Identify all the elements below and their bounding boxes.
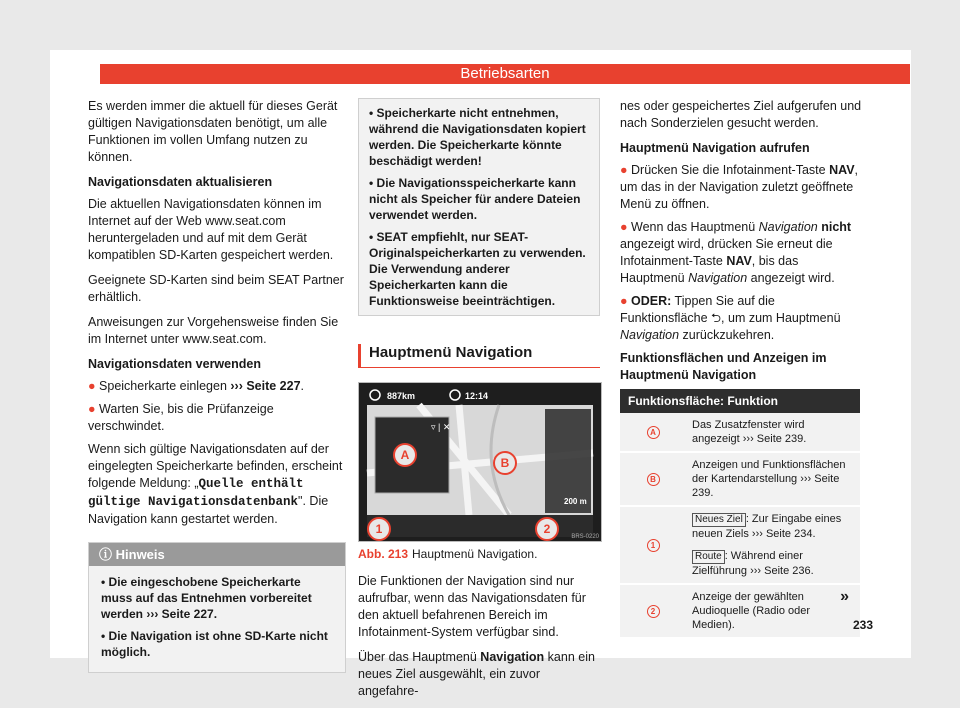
warning-box: [358, 98, 600, 316]
paragraph: Wenn sich gültige Navigationsdaten auf der eingelegten Speicherkarte befinden, erscheint folgende Meldung: „Quelle enthält gültige Navigationsdatenbank". Die Navigation kann gestartet werden.: [88, 442, 343, 526]
page-reference-link[interactable]: ››› Seite 227: [230, 379, 301, 393]
bullet-icon: ●: [620, 220, 632, 234]
return-arrow-icon: ⮌: [711, 311, 722, 325]
time-readout: 12:14: [465, 391, 489, 401]
route-button[interactable]: Route: [692, 550, 725, 564]
bullet-icon: ●: [88, 402, 100, 416]
bullet-item: ● Wenn das Hauptmenü Navigation nicht angezeigt wird, drücken Sie erneut die Infotainment-Taste NAV, bis das Hauptmenü Navigation angezeigt wird.: [620, 220, 852, 285]
heading-open-menu: Hauptmenü Navigation aufrufen: [620, 141, 810, 155]
hint-title: ⓘ Hinweis: [89, 543, 345, 566]
table-row: 2 Anzeige der gewählten Audioquelle (Radio oder Medien).: [620, 584, 860, 638]
heading-update: Navigationsdaten aktualisieren: [88, 175, 273, 189]
table-row: A Das Zusatzfenster wird angezeigt ››› Seite 239.: [620, 413, 860, 452]
callout-1: 1: [367, 517, 391, 541]
paragraph: Über das Hauptmenü Navigation kann ein neues Ziel ausgewählt, ein zuvor angefahre-: [358, 650, 595, 698]
warning-item: • Speicherkarte nicht entnehmen, während die Navigationsdaten kopiert werden. Die Speicherkarte könnte beschädigt werden!: [369, 106, 586, 168]
intro-text: Es werden immer die aktuell für dieses Gerät gültigen Navigationsdaten benötigt, um alle Funktionen im vollen Umfang nutzen zu können.: [88, 99, 338, 164]
column-middle: [358, 98, 600, 708]
column-left: [88, 98, 346, 673]
hint-body: [89, 566, 345, 672]
paragraph: Geeignete SD-Karten sind beim SEAT Partner erhältlich.: [88, 273, 344, 304]
bullet-item: ● Warten Sie, bis die Prüfanzeige verschwindet.: [88, 402, 274, 433]
section-heading: Hauptmenü Navigation: [358, 344, 600, 368]
continue-marker: »: [840, 588, 849, 605]
navigation-screen-figure: [358, 382, 602, 542]
page-header: Betriebsarten: [100, 64, 910, 84]
callout-b: B: [493, 451, 517, 475]
bullet-item: ● Speicherkarte einlegen ››› Seite 227.: [88, 379, 305, 393]
key-badge: 2: [647, 605, 660, 618]
table-row: B Anzeigen und Funktionsflächen der Kartendarstellung ››› Seite 239.: [620, 452, 860, 506]
bullet-item: ● Drücken Sie die Infotainment-Taste NAV, um das in der Navigation zuletzt geöffnete Menü zu öffnen.: [620, 163, 859, 211]
page-number: 233: [852, 618, 873, 632]
figure-caption: Abb. 213 Hauptmenü Navigation.: [358, 547, 538, 561]
nav-key-label: NAV: [726, 254, 752, 268]
scale-readout: 200 m: [564, 497, 587, 506]
key-badge: 1: [647, 539, 660, 552]
nav-key-label: NAV: [829, 163, 855, 177]
key-badge: B: [647, 473, 660, 486]
bullet-item: ● ODER: Tippen Sie auf die Funktionsfläche ⮌, um zum Hauptmenü Navigation zurückzukehren.: [620, 294, 841, 342]
heading-functions: Funktionsflächen und Anzeigen im Hauptmenü Navigation: [620, 351, 827, 382]
callout-2: 2: [535, 517, 559, 541]
table-header: Funktionsfläche: Funktion: [620, 389, 860, 413]
warning-item: • SEAT empfiehlt, nur SEAT-Originalspeicherkarten zu verwenden. Die Verwendung anderer Speicherkarten kann die Funktionsweise beeinträchtigen.: [369, 230, 586, 308]
bullet-icon: ●: [620, 294, 632, 308]
paragraph: Die Funktionen der Navigation sind nur aufrufbar, wenn das Navigationsdaten für den aktuell befahrenen Bereich im Infotainment-System verfügbar sind.: [358, 574, 586, 639]
manual-page: [50, 50, 911, 698]
hint-item: • Die Navigation ist ohne SD-Karte nicht möglich.: [101, 629, 328, 659]
info-icon: ⓘ: [99, 547, 116, 562]
hint-box: [88, 542, 346, 673]
warning-item: • Die Navigationsspeicherkarte kann nicht als Speicher für andere Dateien verwendet werden.: [369, 176, 581, 222]
function-table: [620, 389, 860, 639]
hint-item: • Die eingeschobene Speicherkarte muss auf das Entnehmen vorbereitet werden ››› Seite 227.: [101, 575, 312, 621]
paragraph: Die aktuellen Navigationsdaten können im Internet auf der Web www.seat.com heruntergeladen und auf mit dem Gerät kompatiblen SD-Karten gespeichert werden.: [88, 197, 334, 262]
distance-readout: 887km: [387, 391, 416, 401]
figure-code: BRS-0220: [571, 534, 599, 540]
heading-use: Navigationsdaten verwenden: [88, 357, 261, 371]
callout-a: A: [393, 443, 417, 467]
key-badge: A: [647, 426, 660, 439]
column-right: [620, 98, 862, 639]
paragraph: nes oder gespeichertes Ziel aufgerufen und nach Sonderzielen gesucht werden.: [620, 99, 862, 130]
new-destination-button[interactable]: Neues Ziel: [692, 513, 746, 527]
paragraph: Anweisungen zur Vorgehensweise finden Sie im Internet unter www.seat.com.: [88, 315, 339, 346]
table-row: 1 Neues Ziel : Zur Eingabe eines neuen Ziels ››› Seite 234. Route : Während einer Zielführung ››› Seite 236.: [620, 506, 860, 584]
bullet-icon: ●: [88, 379, 100, 393]
close-icon[interactable]: ▿ | ✕: [431, 422, 451, 432]
bullet-icon: ●: [620, 163, 632, 177]
